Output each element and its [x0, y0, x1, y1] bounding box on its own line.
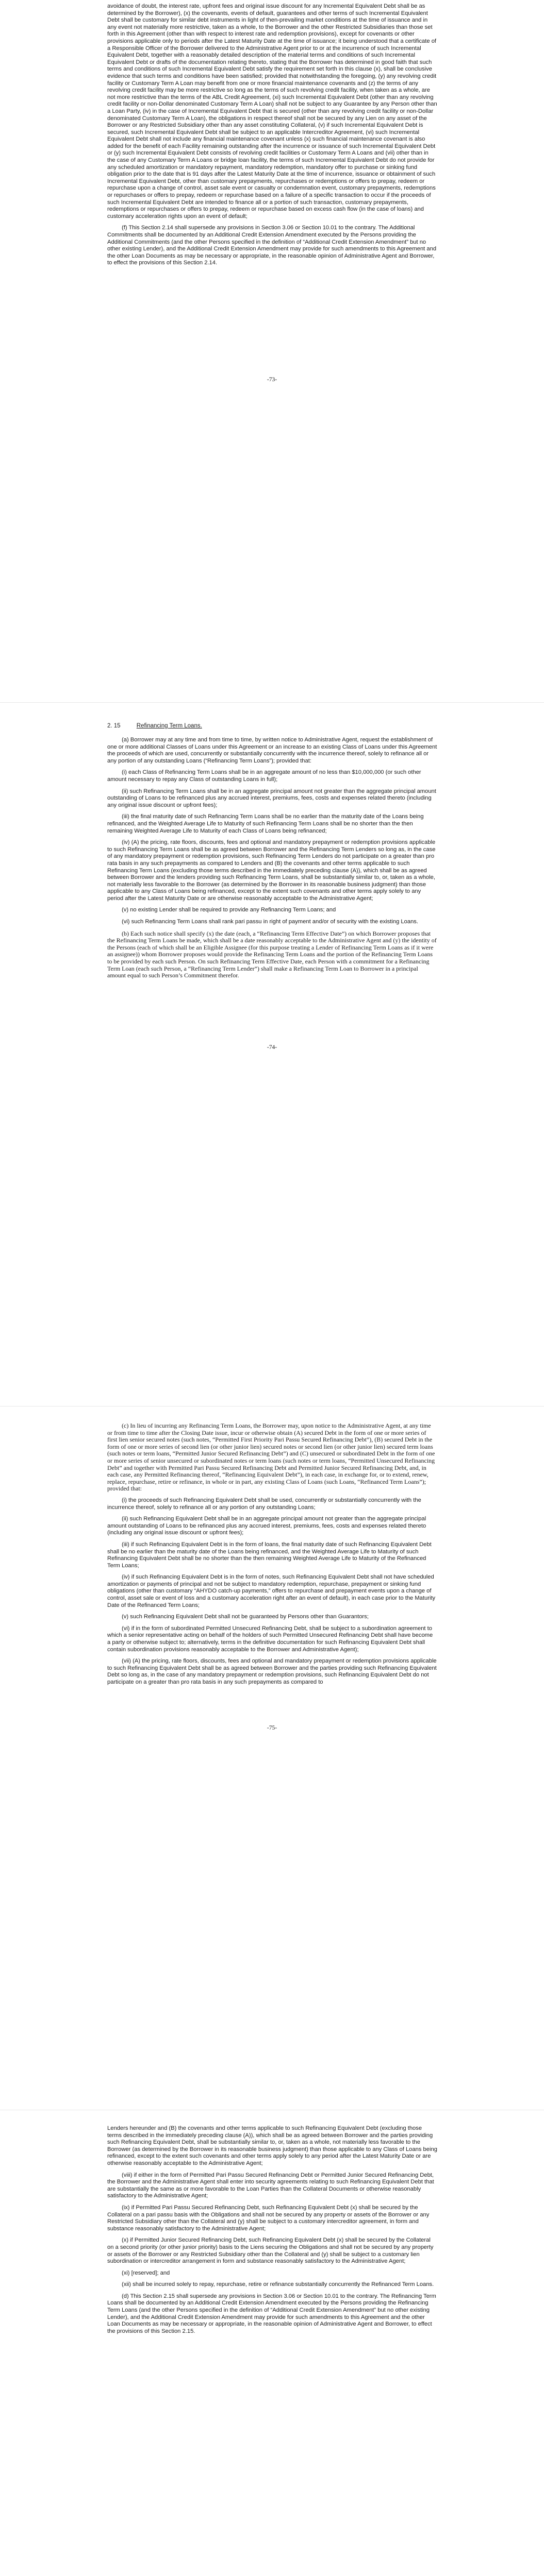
paragraph: (iii) if such Refinancing Equivalent Debt is in the form of loans, the final maturity date of such Refinancing Equivalent Debt shall be no earlier than the maturity date of the Loans being refinanced, and the Weighted Average Life to Maturity of such Refinancing Equivalent Debt shall be no shorter than the then remaining Weighted Average Life to Maturity of the Refinanced Term Loans;	[107, 1541, 432, 1569]
paragraph: (v) such Refinancing Equivalent Debt shall not be guaranteed by Persons other than Guarantors;	[122, 1614, 369, 1620]
page-74	[0, 703, 544, 1406]
paragraph: (vi) such Refinancing Term Loans shall rank pari passu in right of payment and/or of security with the existing Loans.	[122, 919, 418, 925]
paragraph: (v) no existing Lender shall be required to provide any Refinancing Term Loans; and	[122, 907, 336, 913]
paragraph: (ix) if Permitted Pari Passu Secured Refinancing Debt, such Refinancing Equivalent Debt (x) shall be secured by the Collateral on a pari passu basis with the Obligations and shall not be secured by any property or assets of the Borrower or any Restricted Subsidiary other than the Collateral and (y) shall be subject to a customary intercreditor agreement, in form and substance reasonably satisfactory to the Administrative Agent;	[107, 2204, 430, 2232]
paragraph: (ii) such Refinancing Term Loans shall be in an aggregate principal amount not greater than the aggregate principal amount outstanding of Loans to be refinanced plus any accrued interest, premiums, fees, costs and expenses related thereto (including any original issue discount or upfront fees);	[107, 788, 436, 808]
paragraph: (i) each Class of Refinancing Term Loans shall be in an aggregate amount of no less than $10,000,000 (or such other amount necessary to repay any Class of outstanding Loans in full);	[107, 769, 421, 783]
paragraph: (iv) if such Refinancing Equivalent Debt is in the form of notes, such Refinancing Equivalent Debt shall not have scheduled amortization or payments of principal and not be subject to mandatory redemption, repurchase, prepayment or sinking fund obligations (other than customary “AHYDO catch-up payments,” offers to repurchase and prepayment events upon a change of control, asset sale or event of loss and a customary acceleration right after an event of default), in each case prior to the Maturity Date of the Refinanced Term Loans;	[107, 1574, 436, 1608]
page-76	[0, 2111, 544, 2576]
paragraph: avoidance of doubt, the interest rate, upfront fees and original issue discount for any Incremental Equivalent Debt shall be as determined by the Borrower), (x) the covenants, events of default, guarantees and other terms of such Incremental Equivalent Debt shall be customary for similar debt instruments in light of then-prevailing market conditions at the time of issuance and in any event not materially more restrictive, taken as a whole, to the Borrower and the other Restricted Subsidiaries than those set forth in this Agreement (other than with respect to interest rate and redemption provisions), except for covenants or other provisions applicable only to periods after the Latest Maturity Date at the time of issuance; it being understood that a certificate of a Responsible Officer of the Borrower delivered to the Administrative Agent prior to or at the incurrence of such Incremental Equivalent Debt, together with a reasonably detailed description of the material terms and conditions of such Incremental Equivalent Debt or drafts of the documentation relating thereto, stating that the Borrower has determined in good faith that such terms and conditions of such Incremental Equivalent Debt satisfy the requirement set forth in this clause (x), shall be conclusive evidence that such terms and conditions have been satisfied; provided that notwithstanding the foregoing, (y) any revolving credit facility or Customary Term A Loan may benefit from one or more financial maintenance covenants and (z) the terms of any revolving credit facility may be more restrictive so long as the terms of such revolving credit facility, when taken as a whole, are not more restrictive than the terms of the ABL Credit Agreement, (xi) such Incremental Equivalent Debt (other than any revolving credit facility or non-Dollar denominated Customary Term A Loan) shall not be subject to any Guarantee by any Person other than a Loan Party, (iv) in the case of Incremental Equivalent Debt that is secured (other than any revolving credit facility or non-Dollar denominated Customary Term A Loan), the obligations in respect thereof shall not be secured by any Lien on any asset of the Borrower or any Restricted Subsidiary other than any asset constituting Collateral, (v) if such Incremental Equivalent Debt is secured, such Incremental Equivalent Debt shall be subject to an applicable Intercreditor Agreement, (vi) such Incremental Equivalent Debt shall not include any financial maintenance covenant unless (x) such financial maintenance covenant is also added for the benefit of each Facility remaining outstanding after the incurrence or issuance of such Incremental Equivalent Debt or (y) such Incremental Equivalent Debt consists of revolving credit facilities or Customary Term A Loans and (vii) other than in the case of any Customary Term A Loans or bridge loan facility, the terms of such Incremental Equivalent Debt do not provide for any scheduled amortization or mandatory repayment, mandatory redemption, mandatory offer to purchase or sinking fund obligation prior to the date that is 91 days after the Latest Maturity Date at the time of incurrence, issuance or obtainment of such Incremental Equivalent Debt, other than customary prepayments, repurchases or redemptions or offers to prepay, redeem or repurchase upon a change of control, asset sale event or casualty or condemnation event, customary prepayments, redemptions or repurchases or offers to prepay, redeem or repurchase based on a failure of a specific transaction to occur if the proceeds of such Incremental Equivalent Debt are intended to finance all or a portion of such transaction, customary prepayments, redemptions or repurchases or offers to prepay, redeem or repurchase based on excess cash flow (in the case of loans) and customary acceleration rights upon an event of default;	[107, 3, 437, 219]
page-73	[0, 0, 544, 703]
paragraph: (f) This Section 2.14 shall supersede any provisions in Section 3.06 or Section 10.01 to the contrary. The Additional Commitments shall be documented by an Additional Credit Extension Amendment executed by the Persons providing the Additional Commitments (and the other Persons specified in the definition of “Additional Credit Extension Amendment” but no other existing Lender), and the Additional Credit Extension Amendment may provide for such amendments to this Agreement and the other Loan Documents as may be necessary or appropriate, in the reasonable opinion of Administrative Agent and Borrower, to effect the provisions of this Section 2.14.	[107, 225, 437, 266]
paragraph: (xi) [reserved]; and	[122, 2269, 170, 2276]
page-number: -74-	[267, 1044, 277, 1050]
paragraph: (vii) (A) the pricing, rate floors, discounts, fees and optional and mandatory prepayment or redemption provisions applicable to such Refinancing Equivalent Debt shall be as agreed between Borrower and the parties providing such Refinancing Equivalent Debt so long as, in the case of any mandatory prepayment or redemption provisions, such Refinancing Equivalent Debt do not participate on a greater than pro rata basis in any such prepayments as compared to	[107, 1658, 437, 1685]
paragraph: (xii) shall be incurred solely to repay, repurchase, retire or refinance substantially concurrently the Refinanced Term Loans.	[122, 2281, 434, 2288]
paragraph: (i) the proceeds of such Refinancing Equivalent Debt shall be used, concurrently or substantially concurrently with the incurrence thereof, solely to refinance all or any portion of any outstanding Loans;	[107, 1497, 421, 1511]
section-title: Refinancing Term Loans.	[136, 723, 202, 729]
page-number: -73-	[267, 377, 277, 383]
paragraph: (a) Borrower may at any time and from time to time, by written notice to Administrative Agent, request the establishment of one or more additional Classes of Loans under this Agreement or an increase to an existing Class of Loans under this Agreement the proceeds of which are used, concurrently or substantially concurrently with the incurrence thereof, solely to refinance all or any portion of any outstanding Loans (“Refinancing Term Loans”); provided that:	[107, 737, 437, 764]
page-number: -75-	[267, 1725, 277, 1731]
paragraph: (b) Each such notice shall specify (x) the date (each, a “Refinancing Term Effective Date”) on which Borrower proposes that the Refinancing Term Loans be made, which shall be a date reasonably acceptable to the Administrative Agent and (y) the identity of the Persons (each of which shall be an Eligible Assignee (for this purpose treating a Lender of Refinancing Term Loans as if it were an assignee)) whom Borrower proposes would provide the Refinancing Term Loans and the portion of the Refinancing Term Loans to be provided by each such Person. On such Refinancing Term Effective Date, each Person with a commitment for a Refinancing Term Loan (each such Person, a “Refinancing Term Lender”) shall make a Refinancing Term Loan to Borrower in a principal amount equal to such Person’s Commitment therefor.	[107, 929, 437, 979]
page-74-body	[107, 737, 437, 984]
page-divider	[0, 702, 544, 703]
paragraph: Lenders hereunder and (B) the covenants and other terms applicable to such Refinancing Equivalent Debt (excluding those terms described in the immediately preceding clause (A)), which shall be as agreed between Borrower and the parties providing such Refinancing Equivalent Debt, shall be substantially similar to, or, taken as a whole, not materially less favorable to the Borrower (as determined by the Borrower in its reasonable business judgment) than those applicable to any Class of Loans being refinanced, except to the extent such covenants and other terms apply solely to any period after the Latest Maturity Date or are otherwise reasonably acceptable to the Administrative Agent;	[107, 2125, 437, 2166]
section-heading	[107, 723, 437, 729]
paragraph: (d) This Section 2.15 shall supersede any provisions in Section 3.06 or Section 10.01 to the contrary. The Refinancing Term Loans shall be documented by an Additional Credit Extension Amendment executed by the Persons providing the Refinancing Term Loans (and the other Persons specified in the definition of “Additional Credit Extension Amendment” but no other existing Lender), and the Additional Credit Extension Amendment may provide for such amendments to this Agreement and the other Loan Documents as may be necessary or appropriate, in the reasonable opinion of Administrative Agent and Borrower, to effect the provisions of this Section 2.15.	[107, 2293, 436, 2334]
paragraph: (viii) if either in the form of Permitted Pari Passu Secured Refinancing Debt or Permitted Junior Secured Refinancing Debt, the Borrower and the Administrative Agent shall enter into security agreements relating to such Refinancing Equivalent Debt that are substantially the same as or more favorable to the Loan Parties than the Collateral Documents or otherwise reasonably satisfactory to the Administrative Agent;	[107, 2172, 434, 2199]
paragraph: (iv) (A) the pricing, rate floors, discounts, fees and optional and mandatory prepayment or redemption provisions applicable to such Refinancing Term Loans shall be as agreed between Borrower and the Refinancing Term Lenders so long as, in the case of any mandatory prepayment or redemption provisions, such Refinancing Term Lenders do not participate on a greater than pro rata basis in any such prepayments as compared to Lenders and (B) the covenants and other terms applicable to such Refinancing Term Loans (excluding those terms described in the immediately preceding clause (A)), which shall be as agreed between Borrower and the lenders providing such Refinancing Term Loans, shall be substantially similar to, or, taken as a whole, not materially less favorable to the Borrower (as determined by the Borrower in its reasonable business judgment) than those applicable to any Class of Loans being refinanced, except to the extent such covenants and other terms apply solely to any period after the Latest Maturity Date or are otherwise reasonably acceptable to the Administrative Agent;	[107, 839, 436, 902]
page-75-body	[107, 1422, 437, 1691]
page-76-body	[107, 2125, 437, 2340]
paragraph: (iii) the final maturity date of such Refinancing Term Loans shall be no earlier than the maturity date of the Loans being refinanced, and the Weighted Average Life to Maturity of such Refinancing Term Loans shall be no shorter than the then remaining Weighted Average Life to Maturity of each Class of Loans being refinanced;	[107, 814, 424, 834]
paragraph: (ii) such Refinancing Equivalent Debt shall be in an aggregate principal amount not greater than the aggregate principal amount outstanding of Loans to be refinanced plus any accrued interest, premiums, fees, costs and expenses related thereto (including any original issue discount or upfront fees);	[107, 1516, 426, 1536]
page-73-body	[107, 3, 437, 272]
page-75	[0, 1407, 544, 2110]
paragraph: (c) In lieu of incurring any Refinancing Term Loans, the Borrower may, upon notice to the Administrative Agent, at any time or from time to time after the Closing Date issue, incur or otherwise obtain (A) secured Debt in the form of one or more series of first lien senior secured notes (such notes, “Permitted First Priority Pari Passu Secured Refinancing Debt”), (B) secured Debt in the form of one or more series of second lien (or other junior lien) secured notes or second lien (or other junior lien) secured term loans (such notes or term loans, “Permitted Junior Secured Refinancing Debt”) and (C) unsecured or subordinated Debt in the form of one or more series of senior unsecured or subordinated notes or term loans (such notes or term loans, “Permitted Unsecured Refinancing Debt” and together with Permitted Pari Passu Secured Refinancing Debt and Permitted Junior Secured Refinancing Debt, and, in each case, any Permitted Refinancing thereof, “Refinancing Equivalent Debt”), in each case, in exchange for, or to extend, renew, replace, repurchase, retire or refinance, in whole or in part, any existing Class of Loans (such Loans, “Refinanced Term Loans”); provided that:	[107, 1422, 435, 1493]
paragraph: (vi) if in the form of subordinated Permitted Unsecured Refinancing Debt, shall be subject to a subordination agreement to which a senior representative acting on behalf of the holders of such Permitted Unsecured Refinancing Debt shall have become a party or otherwise subject to; alternatively, terms in the definitive documentation for such Refinancing Equivalent Debt shall contain subordination provisions reasonably acceptable to the Borrower and Administrative Agent);	[107, 1625, 433, 1653]
paragraph: (x) if Permitted Junior Secured Refinancing Debt, such Refinancing Equivalent Debt (x) shall be secured by the Collateral on a second priority (or other junior priority) basis to the Liens securing the Obligations and shall not be secured by any property or assets of the Borrower or any Restricted Subsidiary other than the Collateral and (y) shall be subject to a customary lien subordination or intercreditor arrangement in form and substance reasonably satisfactory to the Administrative Agent;	[107, 2237, 434, 2265]
section-number: 2. 15	[107, 723, 121, 729]
